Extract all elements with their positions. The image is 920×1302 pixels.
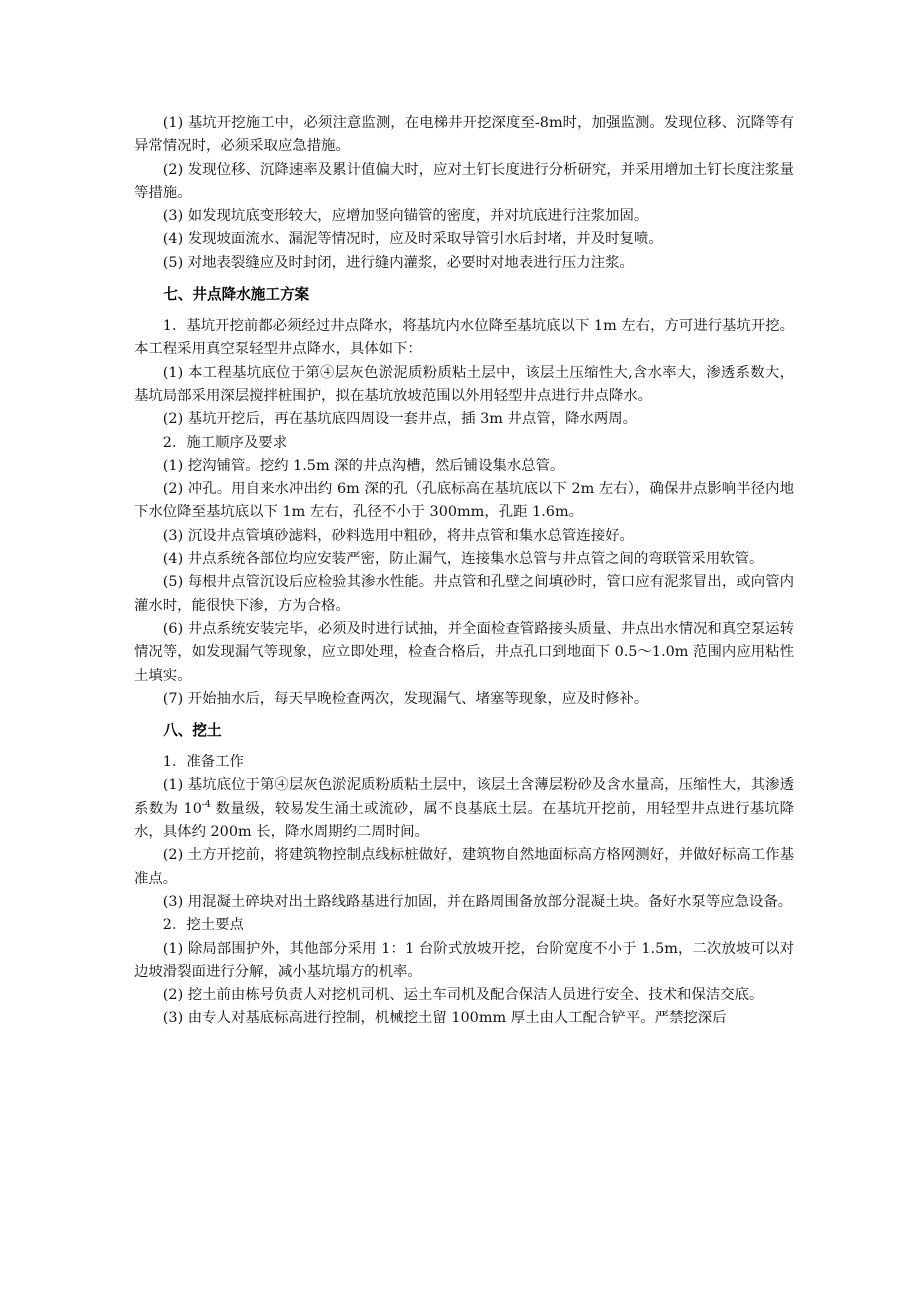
- sequence-item-6: (6) 井点系统安装完毕，必须及时进行试抽，并全面检查管路接头质量、井点出水情况和真空泵运转情况等，如发现漏气等现象，应立即处理，检查合格后，井点孔口到地面下 0.5～1.0m 范围内应用粘性土填实。: [134, 620, 794, 684]
- document-body: [134, 112, 794, 1031]
- excavation-item-3: (3) 由专人对基底标高进行控制，机械挖土留 100mm 厚土由人工配合铲平。严禁挖深后: [162, 1010, 727, 1027]
- measure-item-2: (2) 发现位移、沉降速率及累计值偏大时，应对土钉长度进行分析研究，并采用增加土钉长度注浆量等措施。: [134, 161, 794, 201]
- sequence-item-3: (3) 沉设井点管填砂滤料，砂料选用中粗砂，将井点管和集水总管连接好。: [162, 527, 634, 544]
- measure-item-5: (5) 对地表裂缝应及时封闭，进行缝内灌浆，必要时对地表进行压力注浆。: [162, 254, 634, 271]
- section-heading-dewatering: 七、井点降水施工方案: [163, 286, 310, 304]
- sequence-item-2: (2) 冲孔。用自来水冲出约 6m 深的孔（孔底标高在基坑底以下 2m 左右），确保井点影响半径内地下水位降至基坑底以下 1m 左右，孔径不小于 300mm，孔距 1.6m。: [134, 481, 794, 521]
- dewatering-intro: 1．基坑开挖前都必须经过井点降水，将基坑内水位降至基坑底以下 1m 左右，方可进行基坑开挖。本工程采用真空泵轻型井点降水，具体如下：: [134, 318, 794, 358]
- preparation-item-1-text-b: 数量级，较易发生涌土或流砂，属不良基底土层。在基坑开挖前，用轻型井点进行基坑降水，具体约 200m 长，降水周期约二周时间。: [134, 800, 794, 841]
- sequence-item-5: (5) 每根井点管沉设后应检验其渗水性能。井点管和孔壁之间填砂时，管口应有泥浆冒出，或向管内灌水时，能很快下渗，方为合格。: [134, 574, 794, 614]
- preparation-title: 1．准备工作: [162, 754, 244, 771]
- preparation-item-1: [134, 774, 794, 844]
- measure-item-3: (3) 如发现坑底变形较大，应增加竖向锚管的密度，并对坑底进行注浆加固。: [162, 208, 649, 225]
- sequence-item-7: (7) 开始抽水后，每天早晚检查两次，发现漏气、堵塞等现象，应及时修补。: [162, 690, 649, 707]
- dewatering-item-1: (1) 本工程基坑底位于第④层灰色淤泥质粉质粘土层中，该层土压缩性大,含水率大，渗透系数大，基坑局部采用深层搅拌桩围护，拟在基坑放坡范围以外用轻型井点进行井点降水。: [134, 364, 794, 404]
- measure-item-1: (1) 基坑开挖施工中，必须注意监测，在电梯井开挖深度至-8m时，加强监测。发现位移、沉降等有异常情况时，必须采取应急措施。: [134, 115, 794, 155]
- preparation-item-2: (2) 土方开挖前，将建筑物控制点线标桩做好，建筑物自然地面标高方格网测好，并做好标高工作基准点。: [134, 847, 794, 887]
- sequence-item-1: (1) 挖沟铺管。挖约 1.5m 深的井点沟槽，然后铺设集水总管。: [162, 457, 565, 474]
- construction-sequence-title: 2．施工顺序及要求: [162, 434, 288, 451]
- excavation-item-1: (1) 除局部围护外，其他部分采用 1：1 台阶式放坡开挖，台阶宽度不小于 1.5m，二次放坡可以对边坡滑裂面进行分解，减小基坑塌方的机率。: [134, 940, 794, 980]
- sequence-item-4: (4) 井点系统各部位均应安装严密，防止漏气，连接集水总管与井点管之间的弯联管采用软管。: [162, 551, 764, 568]
- dewatering-item-2: (2) 基坑开挖后，再在基坑底四周设一套井点，插 3m 井点管，降水两周。: [162, 411, 638, 428]
- measure-item-4: (4) 发现坡面流水、漏泥等情况时，应及时采取导管引水后封堵，并及时复喷。: [162, 231, 663, 248]
- exponent: -4: [201, 799, 211, 810]
- preparation-item-1-text-a: (1) 基坑底位于第④层灰色淤泥质粉质粘土层中，该层土含薄层粉砂及含水量高，压缩性大，其渗透系数为 10: [134, 777, 794, 817]
- section-heading-excavation: 八、挖土: [163, 722, 222, 740]
- preparation-item-3: (3) 用混凝土碎块对出土路线路基进行加固，并在路周围备放部分混凝土块。备好水泵等应急设备。: [162, 893, 793, 910]
- excavation-points-title: 2．挖土要点: [162, 917, 244, 934]
- excavation-item-2: (2) 挖土前由栋号负责人对挖机司机、运土车司机及配合保洁人员进行安全、技术和保洁交底。: [162, 987, 764, 1004]
